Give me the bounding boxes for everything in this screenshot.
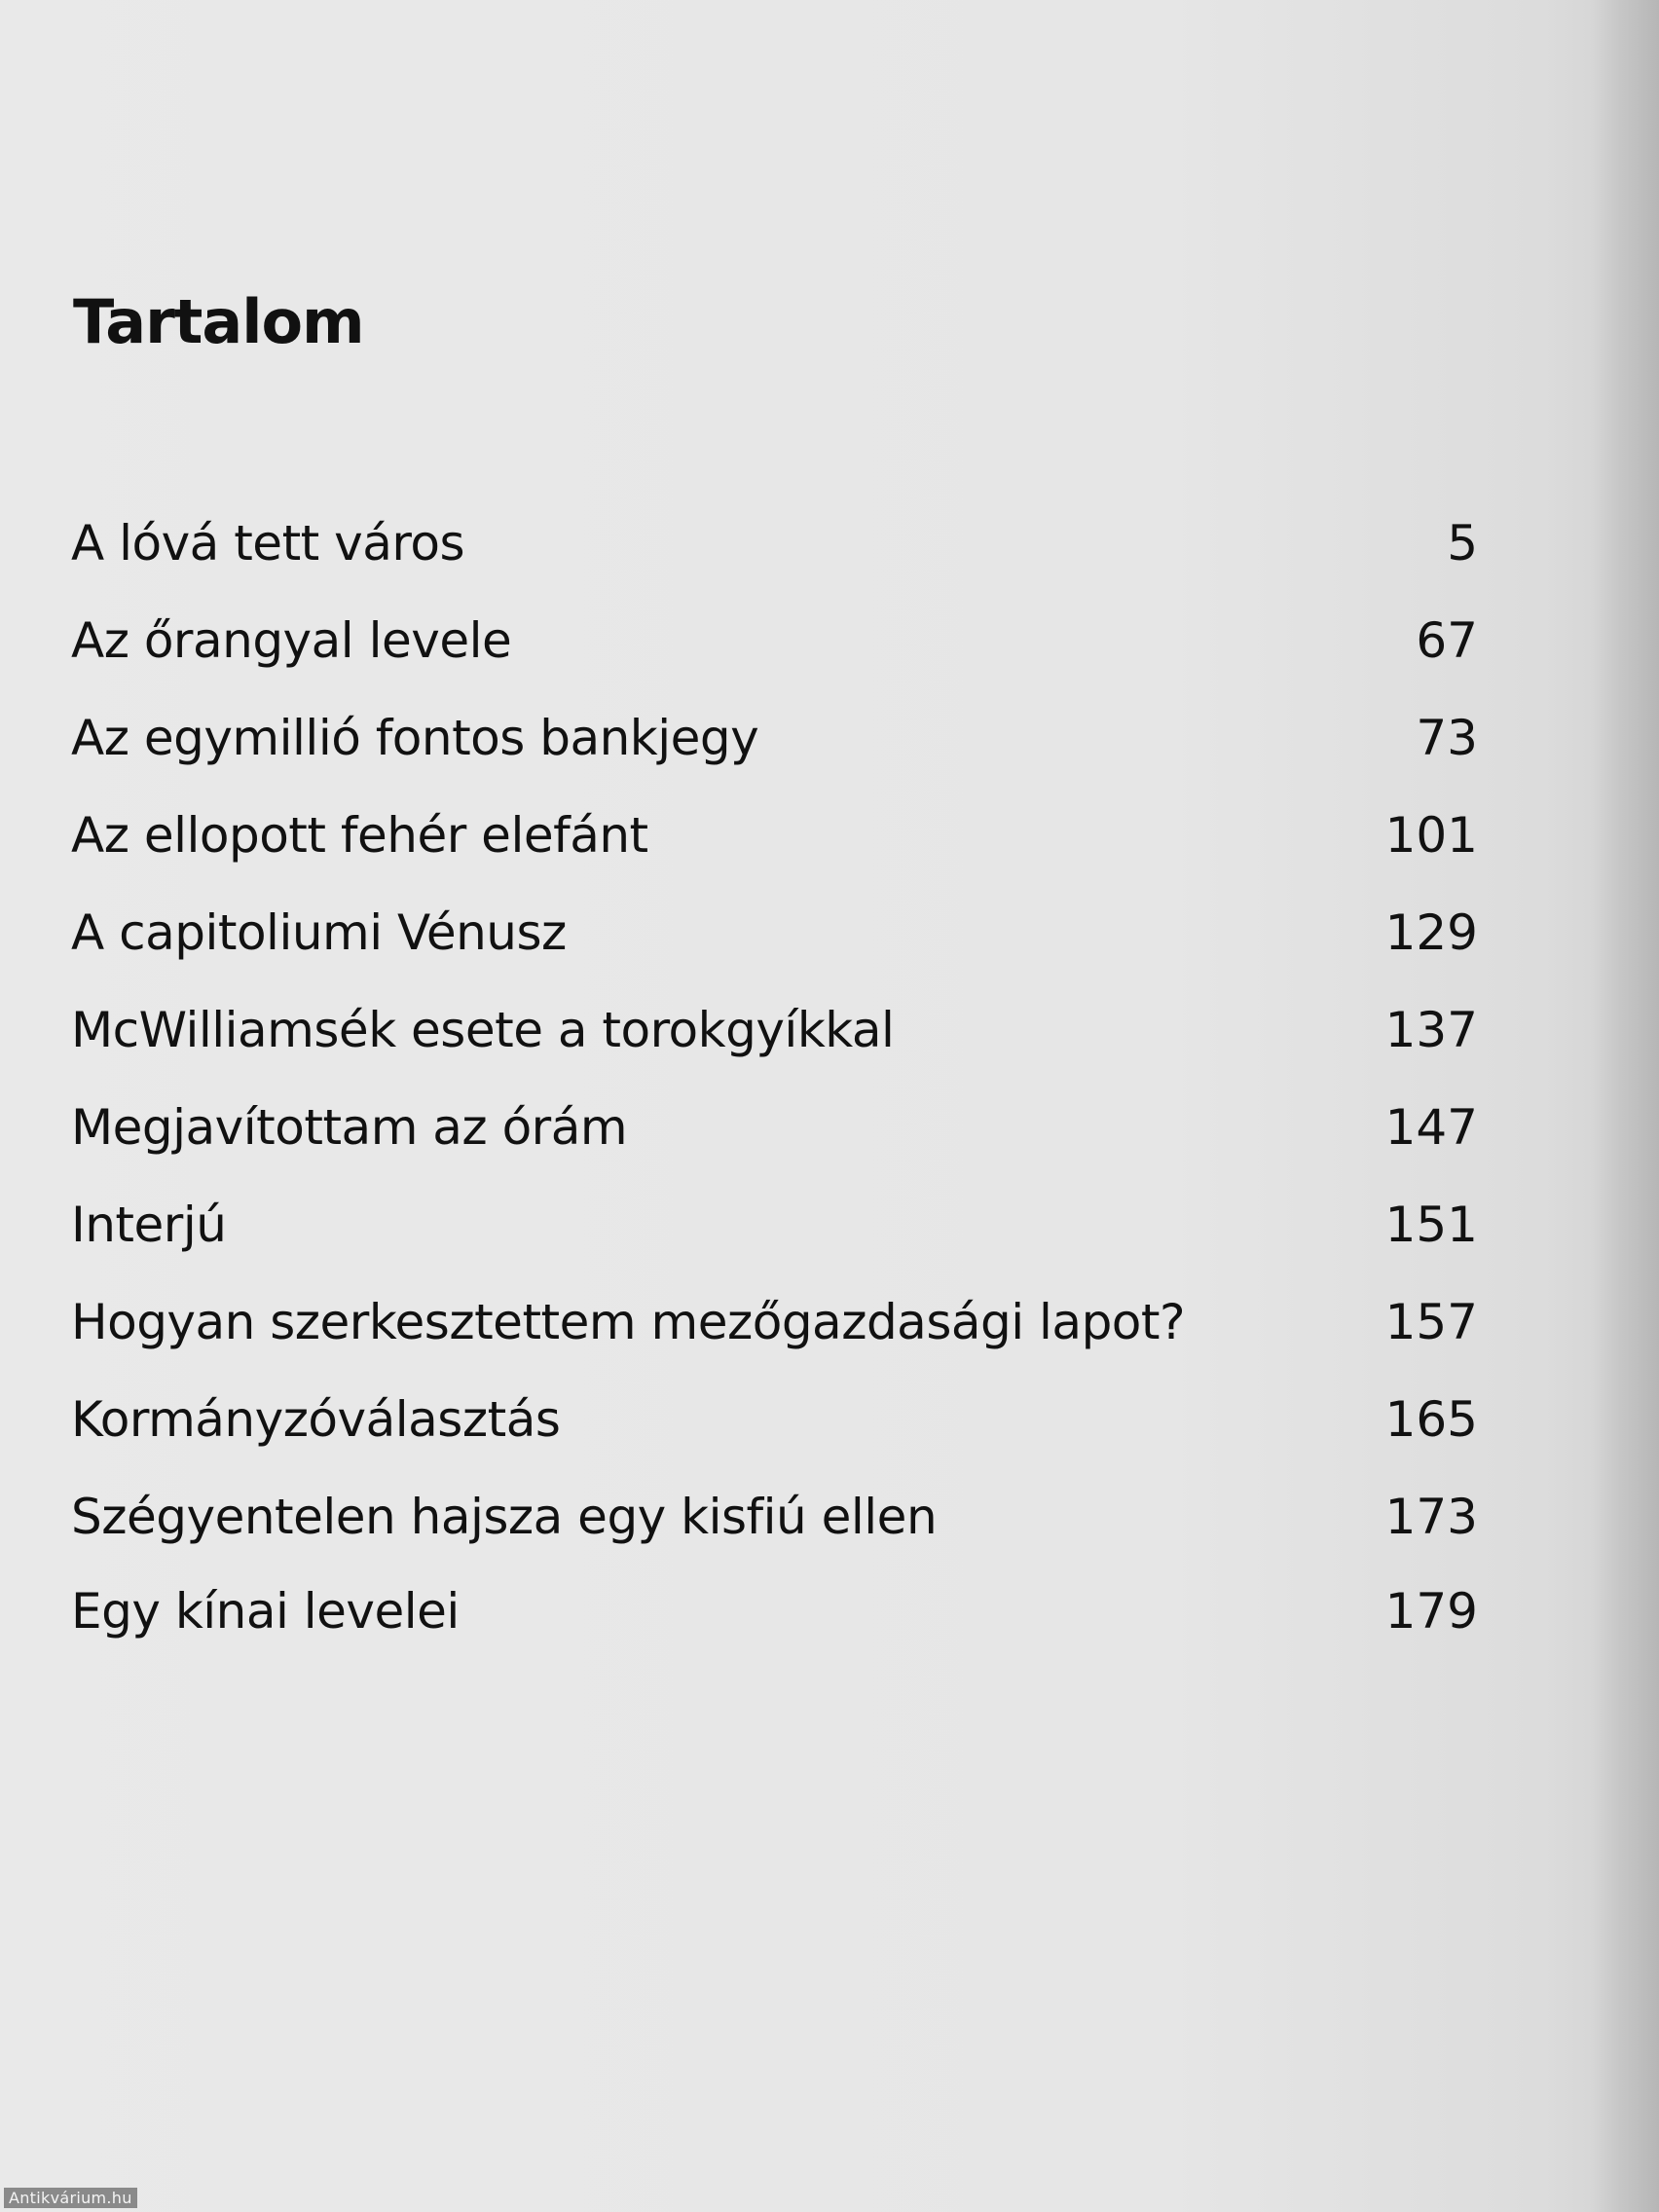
toc-entry-title: Interjú xyxy=(71,1197,227,1253)
toc-entry-page: 165 xyxy=(1384,1391,1478,1448)
toc-entry-title: McWilliamsék esete a torokgyíkkal xyxy=(71,1002,895,1058)
toc-entry xyxy=(71,613,1478,711)
toc-entry-title: Az egymillió fontos bankjegy xyxy=(71,710,759,766)
toc-entry-page: 151 xyxy=(1384,1197,1478,1253)
table-of-contents xyxy=(71,516,1478,1681)
toc-entry xyxy=(71,1100,1478,1198)
toc-entry-page: 157 xyxy=(1384,1294,1478,1350)
page-title: Tartalom xyxy=(73,285,364,357)
toc-entry-title: A capitoliumi Vénusz xyxy=(71,904,567,961)
toc-entry-title: Az ellopott fehér elefánt xyxy=(71,807,648,864)
toc-entry xyxy=(71,711,1478,808)
toc-entry-page: 173 xyxy=(1384,1489,1478,1545)
toc-entry-title: Egy kínai levelei xyxy=(71,1583,460,1640)
toc-entry xyxy=(71,1295,1478,1392)
toc-entry-title: Az őrangyal levele xyxy=(71,612,512,669)
toc-entry-title: Hogyan szerkesztettem mezőgazdasági lapot? xyxy=(71,1294,1186,1350)
toc-entry xyxy=(71,1003,1478,1100)
toc-entry-page: 137 xyxy=(1384,1002,1478,1058)
toc-entry xyxy=(71,808,1478,905)
toc-entry xyxy=(71,516,1478,613)
toc-entry-title: A lóvá tett város xyxy=(71,515,464,571)
toc-entry-title: Kormányzóválasztás xyxy=(71,1391,561,1448)
toc-entry-page: 147 xyxy=(1384,1099,1478,1156)
toc-entry xyxy=(71,1490,1478,1587)
toc-entry xyxy=(71,1584,1478,1681)
toc-entry-page: 129 xyxy=(1384,904,1478,961)
toc-entry xyxy=(71,1392,1478,1490)
spine-shadow xyxy=(1591,0,1659,2212)
toc-entry xyxy=(71,1198,1478,1295)
toc-entry-page: 73 xyxy=(1416,710,1478,766)
toc-entry-title: Megjavítottam az órám xyxy=(71,1099,628,1156)
toc-entry xyxy=(71,905,1478,1003)
toc-entry-page: 179 xyxy=(1384,1583,1478,1640)
toc-entry-page: 5 xyxy=(1447,515,1478,571)
toc-entry-title: Szégyentelen hajsza egy kisfiú ellen xyxy=(71,1489,938,1545)
toc-entry-page: 67 xyxy=(1416,612,1478,669)
watermark: Antikvárium.hu xyxy=(4,2188,137,2208)
toc-entry-page: 101 xyxy=(1384,807,1478,864)
